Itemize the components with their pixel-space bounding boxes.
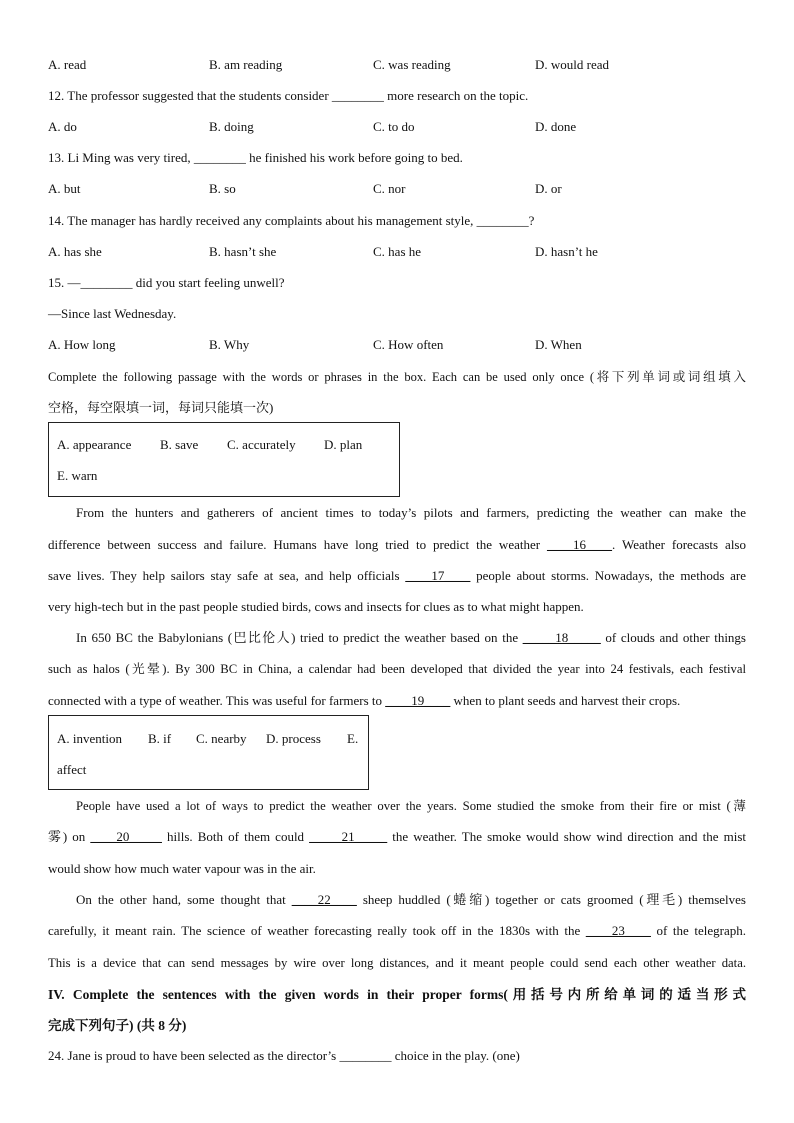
box2-item-e: E. <box>347 731 359 746</box>
q14-option-a: A. has she <box>48 244 102 259</box>
q15-option-d: D. When <box>535 337 582 352</box>
section-4-heading-line-2: 完成下列句子) (共 8 分) <box>48 1018 187 1033</box>
para3-line-2 <box>48 829 746 845</box>
section-4-heading: IV. Complete the sentences with the given words in their proper forms(用括号内所给单词的适当形式 <box>48 987 746 1002</box>
para3-line-3: would show how much water vapour was in the air. <box>48 861 316 876</box>
blank-19: ____19____ <box>385 693 451 708</box>
word-box-1 <box>48 422 400 497</box>
para1-line-1: From the hunters and gatherers of ancient times to today’s pilots and farmers, predicting the weather can make the <box>76 505 746 520</box>
q15-option-b: B. Why <box>209 337 250 352</box>
para1-text: . Weather forecasts also <box>612 537 746 552</box>
box1-item-d: D. plan <box>324 437 363 452</box>
para4-text: of the telegraph. <box>650 923 746 938</box>
q14-stem: 14. The manager has hardly received any complaints about his management style, ________? <box>48 213 535 228</box>
para4-text: sheep huddled (蜷缩) together or cats groomed (理毛) themselves <box>356 892 746 907</box>
para4-line-1 <box>76 892 746 908</box>
para3-text: the weather. The smoke would show wind direction and the mist <box>387 829 746 844</box>
q15-stem: 15. —________ did you start feeling unwell? <box>48 275 285 290</box>
q12-option-d: D. done <box>535 119 577 134</box>
para4-text: carefully, it meant rain. The science of weather forecasting really took off in the 1830s with the <box>48 923 586 938</box>
q13-option-d: D. or <box>535 181 562 196</box>
para3-text: hills. Both of them could <box>161 829 310 844</box>
q14-option-d: D. hasn’t he <box>535 244 598 259</box>
q13-stem: 13. Li Ming was very tired, ________ he finished his work before going to bed. <box>48 150 463 165</box>
q11-option-b: B. am reading <box>209 57 283 72</box>
box2-item-a: A. invention <box>57 731 122 746</box>
word-box-2 <box>48 715 369 790</box>
box2-item-e-word: affect <box>57 762 87 777</box>
q11-option-c: C. was reading <box>373 57 451 72</box>
q15-option-c: C. How often <box>373 337 444 352</box>
para2-text: connected with a type of weather. This was useful for farmers to <box>48 693 386 708</box>
box1-item-a: A. appearance <box>57 437 132 452</box>
q24-stem: 24. Jane is proud to have been selected as the director’s ________ choice in the play. (one) <box>48 1048 520 1063</box>
para2-line-3 <box>48 693 680 709</box>
q14-option-c: C. has he <box>373 244 422 259</box>
q12-option-b: B. doing <box>209 119 254 134</box>
q15-option-a: A. How long <box>48 337 116 352</box>
box2-item-b: B. if <box>148 731 172 746</box>
para3-line-1: People have used a lot of ways to predict the weather over the years. Some studied the smoke from their fire or mist (薄 <box>76 799 746 813</box>
q12-option-c: C. to do <box>373 119 415 134</box>
para2-text: In 650 BC the Babylonians (巴比伦人) tried to predict the weather based on the <box>76 630 523 645</box>
blank-18: _____18_____ <box>522 630 601 645</box>
box1-item-c: C. accurately <box>227 437 296 452</box>
instruction-line-2: 空格，每空限填一词，每词只能填一次) <box>48 400 274 415</box>
q13-option-c: C. nor <box>373 181 406 196</box>
para4-text: On the other hand, some thought that <box>76 892 292 907</box>
para1-line-2 <box>48 537 746 553</box>
box1-item-b: B. save <box>160 437 199 452</box>
para1-line-4: very high-tech but in the past people studied birds, cows and insects for clues as to what might happen. <box>48 599 584 614</box>
box2-item-d: D. process <box>266 731 321 746</box>
para2-line-1 <box>76 630 746 646</box>
para4-line-2 <box>48 923 746 939</box>
instruction-line-1: Complete the following passage with the words or phrases in the box. Each can be used only once (将下列单词或词组填入 <box>48 370 746 384</box>
box1-item-e: E. warn <box>57 468 98 483</box>
q11-option-d: D. would read <box>535 57 610 72</box>
q14-option-b: B. hasn’t she <box>209 244 277 259</box>
q12-option-a: A. do <box>48 119 77 134</box>
para3-text: 雾) on <box>48 829 91 844</box>
q15-reply: —Since last Wednesday. <box>48 306 177 321</box>
para1-text: people about storms. Nowadays, the methods are <box>470 568 746 583</box>
q11-option-a: A. read <box>48 57 87 72</box>
para2-text: of clouds and other things <box>600 630 746 645</box>
para2-line-2: such as halos (光晕). By 300 BC in China, a calendar had been developed that divided the year into 24 festivals, each festival <box>48 662 746 676</box>
blank-17: ____17____ <box>405 568 471 583</box>
blank-20: ____20_____ <box>90 829 162 844</box>
para4-line-3: This is a device that can send messages by wire over long distances, and it meant people could send each other weather data. <box>48 956 746 970</box>
para1-text: save lives. They help sailors stay safe at sea, and help officials <box>48 568 406 583</box>
blank-16: ____16____ <box>547 537 613 552</box>
para1-line-3 <box>48 568 746 584</box>
blank-21: _____21_____ <box>309 829 388 844</box>
para2-text: when to plant seeds and harvest their crops. <box>450 693 681 708</box>
blank-22: ____22____ <box>291 892 357 907</box>
para1-text: difference between success and failure. Humans have long tried to predict the weather <box>48 537 548 552</box>
q13-option-b: B. so <box>209 181 236 196</box>
blank-23: ____23____ <box>585 923 651 938</box>
box2-item-c: C. nearby <box>196 731 247 746</box>
q13-option-a: A. but <box>48 181 81 196</box>
q12-stem: 12. The professor suggested that the students consider ________ more research on the topic. <box>48 88 529 103</box>
